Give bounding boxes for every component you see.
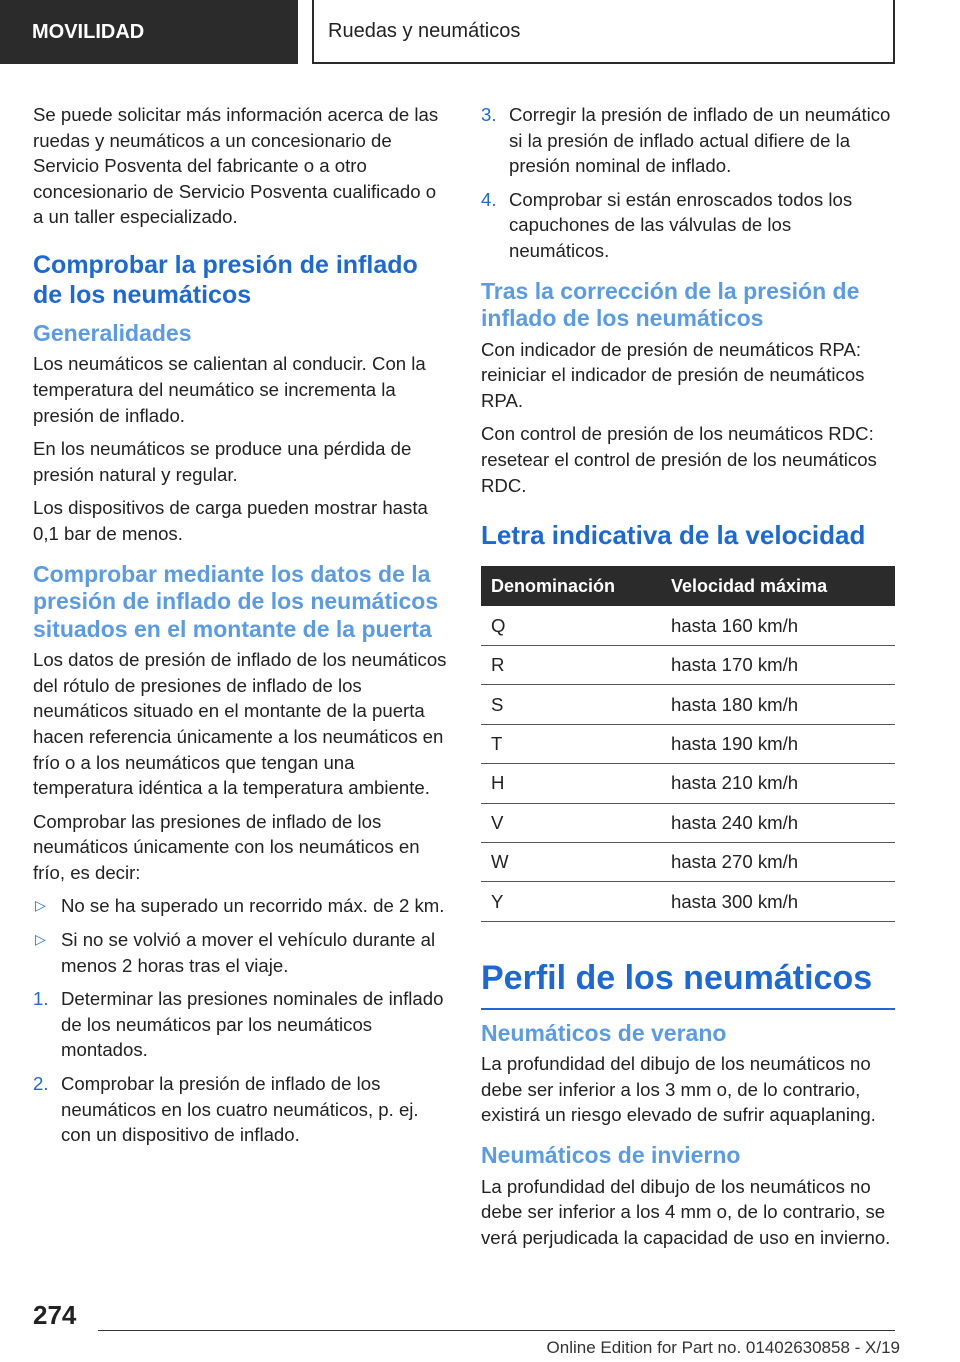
table-row: T hasta 190 km/h <box>481 724 895 763</box>
table-row: W hasta 270 km/h <box>481 842 895 881</box>
paragraph: En los neumáticos se produce una pérdida de presión natural y regular. <box>33 438 412 485</box>
step-number: 1. <box>33 988 49 1010</box>
step-number: 3. <box>481 104 497 125</box>
list-item: 1. Determinar las presiones nominales de inflado de los neumáticos par los neumáticos montados. <box>33 988 444 1061</box>
step-number: 4. <box>481 188 497 210</box>
column-header: Denominación <box>481 566 661 606</box>
footer-edition: Online Edition for Part no. 01402630858 - X/19 <box>546 1338 900 1357</box>
paragraph: Los datos de presión de inflado de los neumáticos del rótulo de presiones de inflado de los neumáticos situado en el montante de la puerta hacen referencia únicamente a los neumáticos en frío o a los neumáticos que tengan una temperatura idéntica a la temperatura ambiente. <box>33 649 447 799</box>
column-header: Velocidad máxima <box>661 566 895 606</box>
paragraph: Con control de presión de los neumáticos RDC: resetear el control de presión de los neumáticos RDC. <box>481 423 877 496</box>
section-tab: MOVILIDAD <box>0 0 298 64</box>
list-item: 3. Corregir la presión de inflado de un neumático si la presión de inflado actual difiere de la presión nominal de inflado. <box>481 104 891 177</box>
paragraph: Comprobar las presiones de inflado de los neumáticos únicamente con los neumáticos en frío, es decir: <box>33 810 420 883</box>
chapter-title: Ruedas y neumáticos <box>312 0 895 64</box>
triangle-bullet-icon: ▷ <box>35 897 46 914</box>
intro-paragraph: Se puede solicitar más información acerca de las ruedas y neumáticos a un concesionario de Servicio Posventa del fabricante o a otro concesionario de Servicio Posventa cualificado o a un taller especializado. <box>33 104 439 228</box>
paragraph: Con indicador de presión de neumáticos RPA: reiniciar el indicador de presión de neumáticos RPA. <box>481 338 865 411</box>
heading-check-pressure: Comprobar la presión de inflado de los neumáticos <box>33 250 418 309</box>
table-row: Q hasta 160 km/h <box>481 606 895 645</box>
heading-door-pillar: Comprobar mediante los datos de la presión de inflado de los neumáticos situados en el montante de la puerta <box>33 560 439 642</box>
speed-table <box>481 566 895 922</box>
table-row: H hasta 210 km/h <box>481 764 895 803</box>
heading-general: Generalidades <box>33 319 192 346</box>
triangle-bullet-icon: ▷ <box>35 931 46 948</box>
list-item: 2. Comprobar la presión de inflado de los neumáticos en los cuatro neumáticos, p. ej. con un dispositivo de inflado. <box>33 1073 419 1146</box>
paragraph: Los neumáticos se calientan al conducir. Con la temperatura del neumático se incrementa la presión de inflado. <box>33 353 426 426</box>
table-row: R hasta 170 km/h <box>481 646 895 685</box>
heading-after-correction: Tras la corrección de la presión de inflado de los neumáticos <box>481 277 860 332</box>
paragraph: La profundidad del dibujo de los neumáticos no debe ser inferior a los 3 mm o, de lo contrario, existirá un riesgo elevado de sufrir aquaplaning. <box>481 1053 876 1126</box>
footer-divider <box>98 1330 895 1331</box>
heading-tire-profile: Perfil de los neumáticos <box>481 956 895 1010</box>
heading-speed-letter: Letra indicativa de la velocidad <box>481 520 866 551</box>
list-item: 4. Comprobar si están enroscados todos los capuchones de las válvulas de los neumáticos. <box>481 188 853 261</box>
steps-list <box>481 102 895 264</box>
step-number: 2. <box>33 1073 49 1095</box>
condition-list <box>33 893 447 978</box>
list-item: ▷ Si no se volvió a mover el vehículo durante al menos 2 horas tras el viaje. <box>35 929 436 976</box>
page-number: 274 <box>33 1300 77 1330</box>
table-row: Y hasta 300 km/h <box>481 882 895 921</box>
heading-winter-tires: Neumáticos de invierno <box>481 1142 741 1169</box>
list-item: ▷ No se ha superado un recorrido máx. de 2 km. <box>33 893 447 919</box>
left-column <box>33 102 447 1156</box>
paragraph: La profundidad del dibujo de los neumáticos no debe ser inferior a los 4 mm o, de lo contrario, se verá perjudicada la capacidad de uso en invierno. <box>481 1175 891 1248</box>
steps-list <box>33 986 447 1148</box>
right-column <box>481 102 895 1258</box>
table-header-row <box>481 566 895 606</box>
paragraph: Los dispositivos de carga pueden mostrar hasta 0,1 bar de menos. <box>33 497 428 545</box>
heading-summer-tires: Neumáticos de verano <box>481 1019 727 1046</box>
table-row: V hasta 240 km/h <box>481 803 895 842</box>
table-row: S hasta 180 km/h <box>481 685 895 724</box>
